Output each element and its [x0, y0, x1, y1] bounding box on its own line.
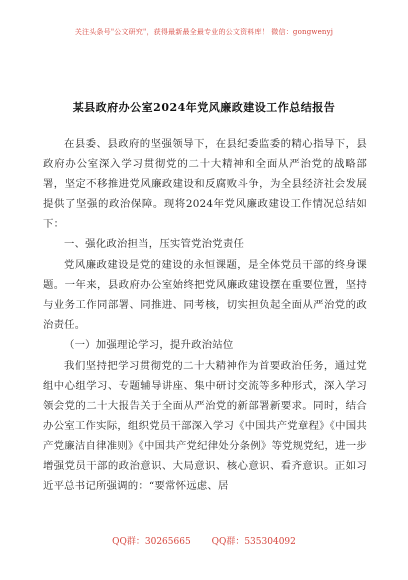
subsection-paragraph-1: 我们坚持把学习贯彻党的二十大精神作为首要政治任务，通过党组中心组学习、专题辅导讲座、集中研讨交流等多种形式，深入学习领会党的二十大报告关于全面从严治党的新部署新要求。同时，结合办公室工作实际，组织党员干部深入学习《中国共产党章程》《中国共产党廉洁自律准则》《中国共产党纪律处分条例》等党规党纪，进一步增强党员干部的政治意识、大局意识、核心意识、看齐意识。正如习近平总书记所强调的：“要常怀远虑、居 [43, 360, 367, 492]
document-body [43, 134, 367, 496]
section-paragraph-1: 党风廉政建设是党的建设的永恒课题，是全体党员干部的终身课题。一年来，县政府办公室始终把党风廉政建设摆在重要位置，坚持与业务工作同部署、同推进、同考核，切实担负起全面从严治党的政治责任。 [43, 259, 367, 331]
intro-paragraph: 在县委、县政府的坚强领导下，在县纪委监委的精心指导下，县政府办公室深入学习贯彻党的二十大精神和全面从严治党的战略部署，坚定不移推进党风廉政建设和反腐败斗争，为全县经济社会发展提供了坚强的政治保障。现将2024年党风廉政建设工作情况总结如下： [43, 138, 367, 230]
footer-qq-group-2: QQ群：535304092 [211, 537, 296, 547]
footer-banner [0, 534, 408, 547]
document-title: 某县政府办公室2024年党风廉政建设工作总结报告 [72, 101, 336, 114]
footer-qq-group-1: QQ群：30265665 [112, 537, 191, 547]
subsection-heading-1: （一）加强理论学习，提升政治站位 [64, 339, 234, 351]
section-heading-1: 一、强化政治担当，压实管党治党责任 [64, 238, 245, 250]
header-banner: 关注头条号"公文研究"，获得最新最全最专业的公文资料库！ 微信：gongwenyj [74, 28, 334, 36]
